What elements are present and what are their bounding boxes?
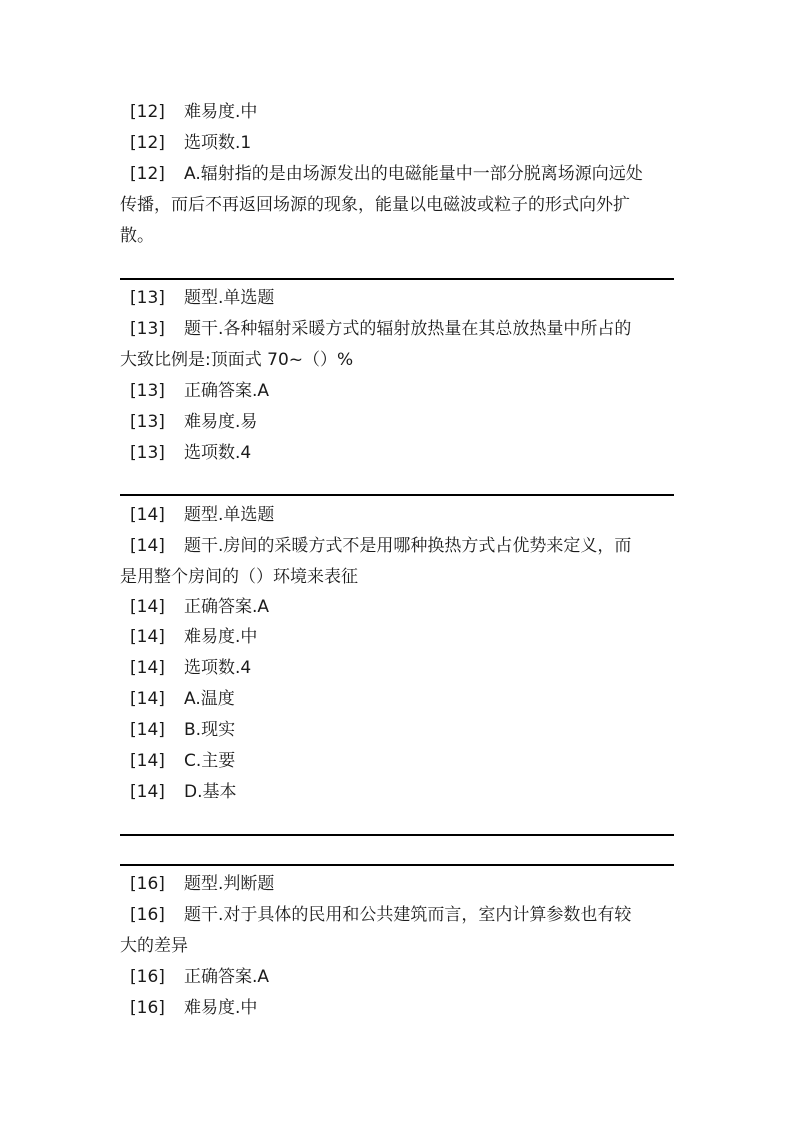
q14-stem-cont: 是用整个房间的（）环境来表征: [120, 567, 358, 587]
q14-option-b: [14] B.现实: [130, 720, 236, 740]
q16-stem-cont: 大的差异: [120, 936, 188, 956]
q14-option-c: [14] C.主要: [130, 751, 236, 771]
q16-stem: [16] 题干.对于具体的民用和公共建筑而言，室内计算参数也有较: [130, 905, 632, 925]
q14-stem: [14] 题干.房间的采暖方式不是用哪种换热方式占优势来定义，而: [130, 536, 632, 556]
q12-difficulty: [12] 难易度.中: [130, 102, 258, 122]
q12-option-a-cont2: 散。: [120, 226, 154, 246]
q13-stem-cont: 大致比例是:顶面式 70~（）%: [120, 350, 354, 370]
q14-type: [14] 题型.单选题: [130, 505, 275, 525]
divider: [120, 494, 674, 496]
divider: [120, 864, 674, 866]
q13-option-count: [13] 选项数.4: [130, 443, 252, 463]
q12-option-a: [12] A.辐射指的是由场源发出的电磁能量中一部分脱离场源向远处: [130, 164, 643, 184]
q13-answer: [13] 正确答案.A: [130, 381, 270, 401]
q16-type: [16] 题型.判断题: [130, 874, 275, 894]
q12-option-count: [12] 选项数.1: [130, 133, 252, 153]
q16-answer: [16] 正确答案.A: [130, 967, 270, 987]
q14-option-d: [14] D.基本: [130, 782, 237, 802]
q14-difficulty: [14] 难易度.中: [130, 627, 258, 647]
q14-option-count: [14] 选项数.4: [130, 658, 252, 678]
q14-answer: [14] 正确答案.A: [130, 597, 270, 617]
q13-difficulty: [13] 难易度.易: [130, 412, 258, 432]
q16-difficulty: [16] 难易度.中: [130, 998, 258, 1018]
q13-stem: [13] 题干.各种辐射采暖方式的辐射放热量在其总放热量中所占的: [130, 319, 632, 339]
q13-type: [13] 题型.单选题: [130, 288, 275, 308]
divider: [120, 834, 674, 836]
q14-option-a: [14] A.温度: [130, 689, 235, 709]
q12-option-a-cont1: 传播，而后不再返回场源的现象，能量以电磁波或粒子的形式向外扩: [120, 195, 630, 215]
divider: [120, 278, 674, 280]
